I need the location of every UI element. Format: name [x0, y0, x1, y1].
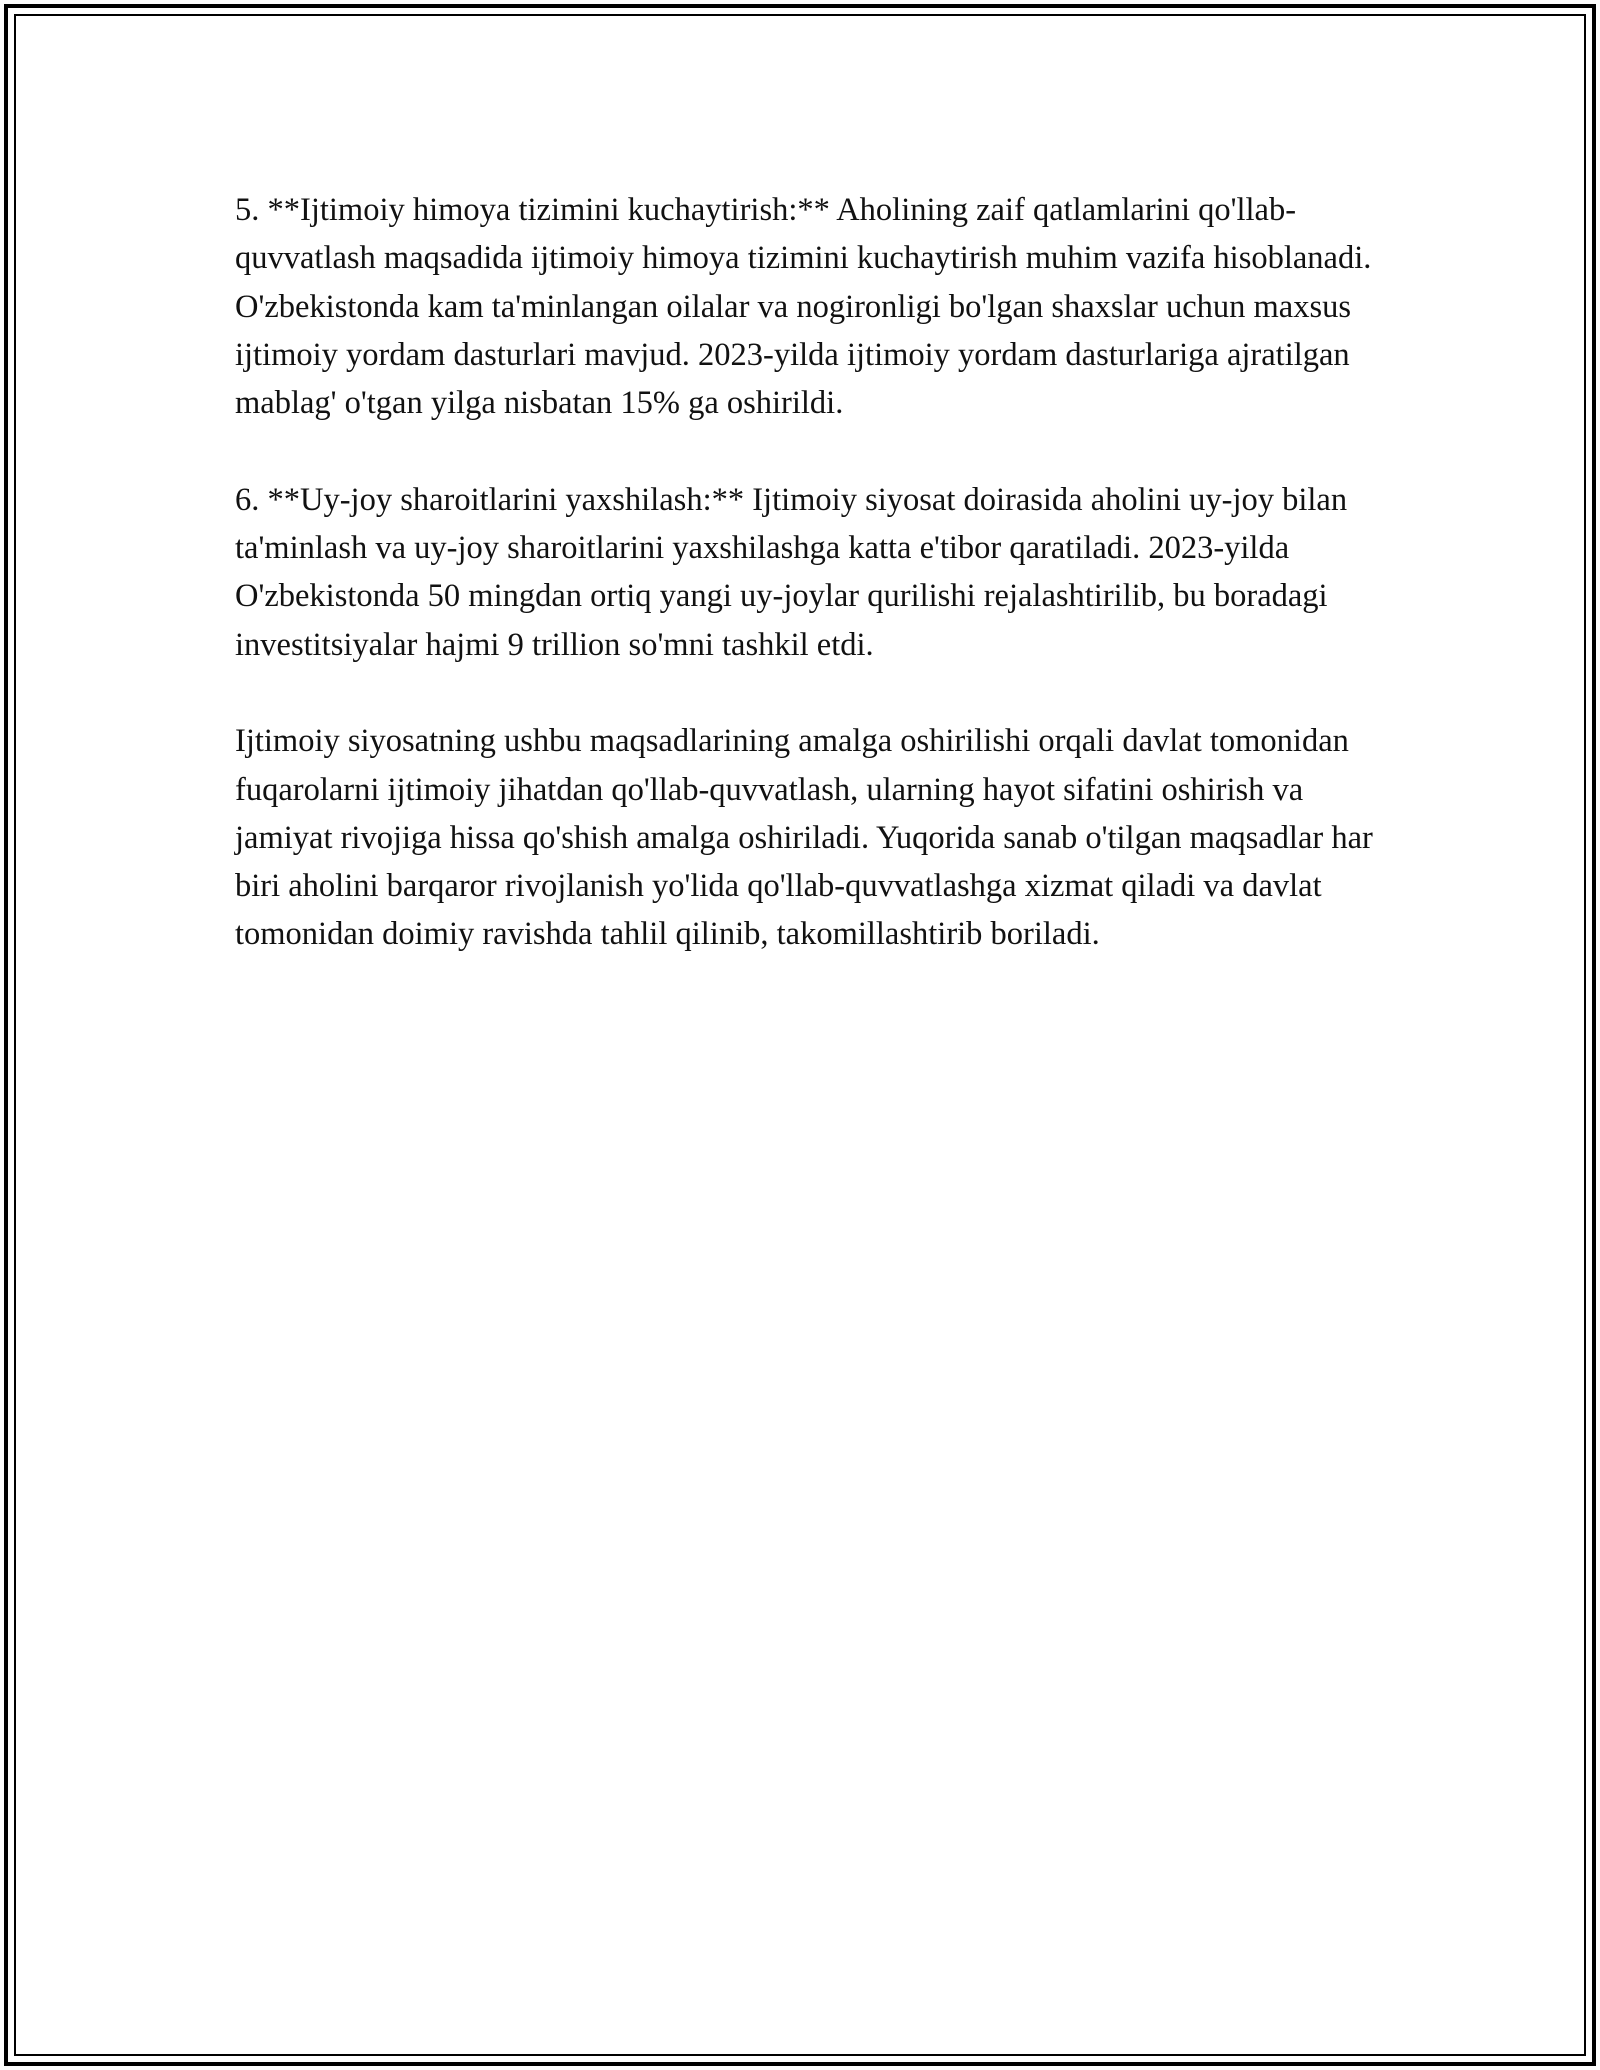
- document-body: [235, 186, 1375, 1007]
- paragraph-social-protection: 5. **Ijtimoiy himoya tizimini kuchaytirish:** Aholining zaif qatlamlarini qo'llab-quvvatlash maqsadida ijtimoiy himoya tizimini kuchaytirish muhim vazifa hisoblanadi. O'zbekistonda kam ta'minlangan oilalar va nogironligi bo'lgan shaxslar uchun maxsus ijtimoiy yordam dasturlari mavjud. 2023-yilda ijtimoiy yordam dasturlariga ajratilgan mablag' o'tgan yilga nisbatan 15% ga oshirildi.: [235, 192, 1372, 422]
- paragraph-housing: 6. **Uy-joy sharoitlarini yaxshilash:** Ijtimoiy siyosat doirasida aholini uy-joy bilan ta'minlash va uy-joy sharoitlarini yaxshilashga katta e'tibor qaratiladi. 2023-yilda O'zbekistonda 50 mingdan ortiq yangi uy-joylar qurilishi rejalashtirilib, bu boradagi investitsiyalar hajmi 9 trillion so'mni tashkil etdi.: [235, 481, 1348, 663]
- paragraph-conclusion: Ijtimoiy siyosatning ushbu maqsadlarining amalga oshirilishi orqali davlat tomonidan fuqarolarni ijtimoiy jihatdan qo'llab-quvvatlash, ularning hayot sifatini oshirish va jamiyat rivojiga hissa qo'shish amalga oshiriladi. Yuqorida sanab o'tilgan maqsadlar har biri aholini barqaror rivojlanish yo'lida qo'llab-quvvatlashga xizmat qiladi va davlat tomonidan doimiy ravishda tahlil qilinib, takomillashtirib boriladi.: [235, 723, 1373, 953]
